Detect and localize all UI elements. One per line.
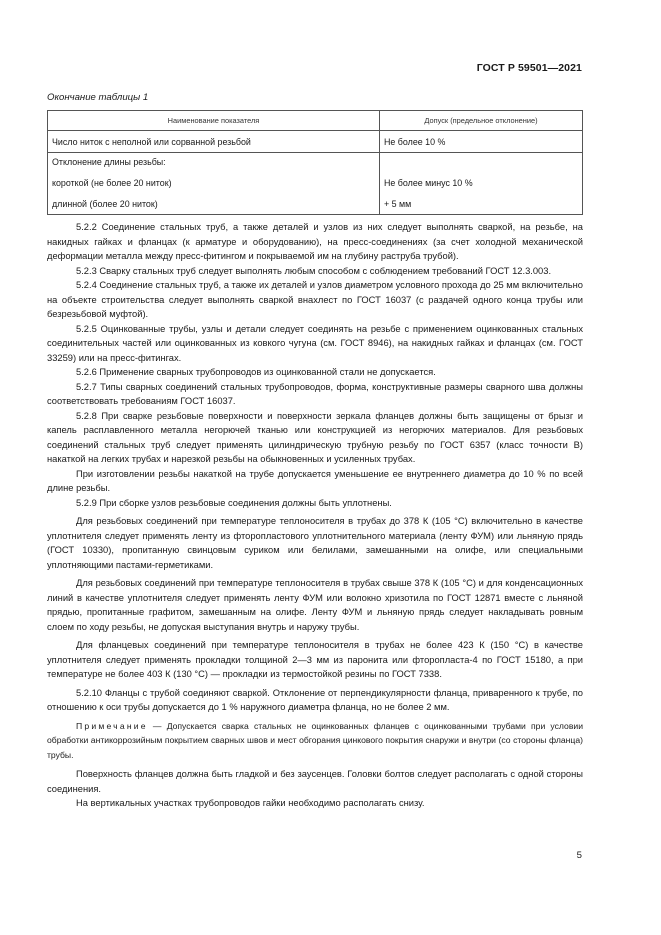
paragraph: Для фланцевых соединений при температуре теплоносителя в трубах не более 423 К (150 °С) в качестве уплотнителя следует применять прокладки толщиной 2—3 мм из паронита или фторопласта-4 по ГОСТ 15180, а при температуре не более 403 К (130 °С) — прокладки из термостойкой резины по ГОСТ 7338.: [47, 640, 583, 679]
paragraph: Поверхность фланцев должна быть гладкой и без заусенцев. Головки болтов следует располагать с одной стороны соединения.: [47, 769, 583, 794]
table-cell: короткой (не более 20 ниток): [48, 171, 380, 194]
page-number: 5: [576, 850, 582, 861]
table-cell: [380, 153, 583, 172]
note-label: Примечание: [76, 720, 148, 731]
paragraph: При изготовлении резьбы накаткой на трубе допускается уменьшение ее внутреннего диаметра до 10 % по всей длине резьбы.: [47, 468, 583, 493]
paragraph: 5.2.2 Соединение стальных труб, а также деталей и узлов из них следует выполнять сваркой, на резьбе, на накидных гайках и фланцах (к арматуре и оборудованию), на пресс-соединениях (за счет холодной механической деформации металла между пресс-фитингом и покрываемой им на глубину раструба трубой).: [47, 222, 583, 261]
paragraph: 5.2.9 При сборке узлов резьбовые соединения должны быть уплотнены.: [76, 497, 392, 508]
column-header-tolerance: Допуск (предельное отклонение): [380, 111, 583, 131]
table-cell: Отклонение длины резьбы:: [48, 153, 380, 172]
note-text: — Допускается сварка стальных не оцинкованных фланцев с оцинкованными трубами при условии обработки антикоррозийным покрытием сварных швов и мест обгорания цинкового покрытия снаружи и внутри (со стороны фланца) трубы.: [47, 720, 583, 760]
table-cell: Не более 10 %: [380, 131, 583, 153]
table-cell: + 5 мм: [380, 194, 583, 215]
table-cell: Не более минус 10 %: [380, 171, 583, 194]
table-row: [48, 131, 583, 153]
paragraph: На вертикальных участках трубопроводов гайки необходимо располагать снизу.: [76, 798, 425, 808]
paragraph: 5.2.5 Оцинкованные трубы, узлы и детали следует соединять на резьбе с применением оцинкованных стальных соединительных частей или оцинкованных из ковкого чугуна (см. ГОСТ 8946), на накидных гайках и фланцах (см. ГОСТ 33259) или на пресс-фитингах.: [47, 323, 583, 363]
paragraph: Для резьбовых соединений при температуре теплоносителя в трубах свыше 378 К (105 °С) и для конденсационных линий в качестве уплотнителя следует применять ленту ФУМ или волокно хризотила по ГОСТ 12871 вместе с льняной прядью, пропитанные графитом, замешанным на олифе. Ленту ФУМ и льняную прядь следует накладывать ровным слоем по ходу резьбы, не допуская выступания внутрь и наружу трубы.: [47, 578, 583, 632]
paragraph: Для резьбовых соединений при температуре теплоносителя в трубах до 378 К (105 °С) включительно в качестве уплотнителя следует применять ленту из фторопластового уплотнительного материала (ленту ФУМ) или льняную прядь (ГОСТ 10330), пропитанную свинцовым суриком или белилами, замешанными на олифе, или специальными уплотняющими пастами-герметиками.: [47, 516, 583, 570]
paragraph: 5.2.4 Соединение стальных труб, а также их деталей и узлов диаметром условного прохода до 25 мм включительно на объекте строительства следует выполнять сваркой внахлест по ГОСТ 16037 (с раздачей одного конца трубы или безрезьбовой муфтой).: [47, 280, 583, 319]
table-row: [48, 171, 583, 194]
document-header: ГОСТ Р 59501—2021: [476, 62, 582, 74]
paragraph: 5.2.6 Применение сварных трубопроводов из оцинкованной стали не допускается.: [76, 367, 436, 377]
column-header-indicator: Наименование показателя: [48, 111, 380, 131]
note: [47, 719, 583, 763]
paragraph: 5.2.10 Фланцы с трубой соединяют сваркой. Отклонение от перпендикулярности фланца, приваренного к трубе, по отношению к оси трубы допускается до 1 % наружного диаметра фланца, но не более 2 мм.: [47, 687, 583, 712]
tolerance-table: [47, 110, 583, 215]
table-cell: длинной (более 20 ниток): [48, 194, 380, 215]
paragraph: 5.2.8 При сварке резьбовые поверхности и поверхности зеркала фланцев должны быть защищены от брызг и капель расплавленного металла негорючей тканью или конструкцией из негорючих материалов. Для резьбовых соединений стальных труб следует применять цилиндрическую трубную резьбу по ГОСТ 6357 (класс точности В) накаткой на легких трубах и нарезкой резьбы на обыкновенных и усиленных трубах.: [47, 410, 583, 464]
table-caption: Окончание таблицы 1: [47, 92, 149, 103]
table-cell: Число ниток с неполной или сорванной резьбой: [48, 131, 380, 153]
paragraph: 5.2.3 Сварку стальных труб следует выполнять любым способом с соблюдением требований ГОСТ 12.3.003.: [76, 265, 552, 276]
table-row: [48, 194, 583, 215]
table-header-row: [48, 111, 583, 131]
table-row: [48, 153, 583, 172]
paragraph: 5.2.7 Типы сварных соединений стальных трубопроводов, форма, конструктивные размеры сварного шва должны соответствовать требованиям ГОСТ 16037.: [47, 381, 583, 406]
document-body: [47, 220, 583, 811]
